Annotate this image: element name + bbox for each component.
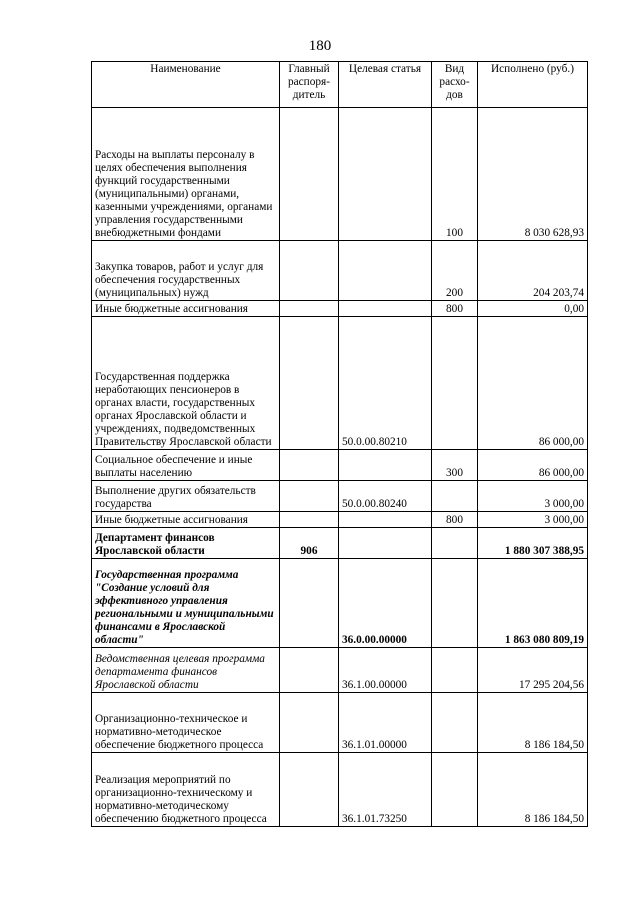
row-admin xyxy=(280,481,339,512)
row-article: 36.1.00.00000 xyxy=(339,648,432,693)
row-name: Выполнение других обязательств государства xyxy=(92,481,280,512)
row-type: 800 xyxy=(432,512,478,528)
row-article: 36.0.00.00000 xyxy=(339,559,432,648)
header-executed: Исполнено (руб.) xyxy=(478,62,588,108)
row-amount: 0,00 xyxy=(478,301,588,317)
table-row xyxy=(92,241,588,301)
row-name: Расходы на выплаты персоналу в целях обеспечения выполнения функций государственными (муниципальными) органами, казенными учреждениями, органами управления государственными внебюджетными фондами xyxy=(92,108,280,241)
row-name: Социальное обеспечение и иные выплаты населению xyxy=(92,450,280,481)
row-admin xyxy=(280,450,339,481)
table-header-row xyxy=(92,62,588,108)
row-type: 300 xyxy=(432,450,478,481)
row-admin xyxy=(280,559,339,648)
row-name: Государственная поддержка неработающих пенсионеров в органах власти, государственных органах Ярославской области и учреждениях, подведомственных Правительству Ярославской области xyxy=(92,317,280,450)
row-amount: 3 000,00 xyxy=(478,481,588,512)
row-name: Реализация мероприятий по организационно-техническому и нормативно-методическому обеспечению бюджетного процесса xyxy=(92,753,280,827)
row-article xyxy=(339,301,432,317)
row-admin xyxy=(280,753,339,827)
budget-execution-table xyxy=(91,61,588,827)
row-amount: 204 203,74 xyxy=(478,241,588,301)
row-admin xyxy=(280,241,339,301)
row-amount: 8 186 184,50 xyxy=(478,753,588,827)
header-name: Наименование xyxy=(92,62,280,108)
row-type xyxy=(432,693,478,753)
row-amount: 1 863 080 809,19 xyxy=(478,559,588,648)
table-row xyxy=(92,481,588,512)
row-article xyxy=(339,512,432,528)
row-type xyxy=(432,753,478,827)
row-name: Ведомственная целевая программа департамента финансов Ярославской области xyxy=(92,648,280,693)
row-type: 200 xyxy=(432,241,478,301)
row-amount: 8 030 628,93 xyxy=(478,108,588,241)
page-number: 180 xyxy=(308,38,332,54)
table-row xyxy=(92,108,588,241)
row-admin xyxy=(280,512,339,528)
row-article xyxy=(339,450,432,481)
row-article: 50.0.00.80210 xyxy=(339,317,432,450)
row-amount: 17 295 204,56 xyxy=(478,648,588,693)
table-row xyxy=(92,528,588,559)
row-admin: 906 xyxy=(280,528,339,559)
row-admin xyxy=(280,317,339,450)
row-type xyxy=(432,559,478,648)
row-type xyxy=(432,481,478,512)
row-article: 50.0.00.80240 xyxy=(339,481,432,512)
row-article xyxy=(339,241,432,301)
table-row xyxy=(92,693,588,753)
table-row xyxy=(92,753,588,827)
table-row xyxy=(92,450,588,481)
row-admin xyxy=(280,108,339,241)
table-row xyxy=(92,648,588,693)
row-name: Иные бюджетные ассигнования xyxy=(92,301,280,317)
row-article xyxy=(339,528,432,559)
row-name: Иные бюджетные ассигнования xyxy=(92,512,280,528)
header-main-admin: Главный распоря-дитель xyxy=(280,62,339,108)
row-amount: 86 000,00 xyxy=(478,450,588,481)
row-amount: 8 186 184,50 xyxy=(478,693,588,753)
header-target-article: Целевая статья xyxy=(339,62,432,108)
row-article xyxy=(339,108,432,241)
row-amount: 3 000,00 xyxy=(478,512,588,528)
row-article: 36.1.01.73250 xyxy=(339,753,432,827)
row-type: 800 xyxy=(432,301,478,317)
row-admin xyxy=(280,648,339,693)
row-name: Департамент финансов Ярославской области xyxy=(92,528,280,559)
row-amount: 86 000,00 xyxy=(478,317,588,450)
row-type xyxy=(432,528,478,559)
row-type xyxy=(432,648,478,693)
row-name: Организационно-техническое и нормативно-методическое обеспечение бюджетного процесса xyxy=(92,693,280,753)
row-admin xyxy=(280,301,339,317)
table-row xyxy=(92,512,588,528)
row-article: 36.1.01.00000 xyxy=(339,693,432,753)
row-admin xyxy=(280,693,339,753)
table-row xyxy=(92,301,588,317)
row-amount: 1 880 307 388,95 xyxy=(478,528,588,559)
row-type xyxy=(432,317,478,450)
table-row xyxy=(92,317,588,450)
row-name: Закупка товаров, работ и услуг для обеспечения государственных (муниципальных) нужд xyxy=(92,241,280,301)
table-row xyxy=(92,559,588,648)
row-name: Государственная программа "Создание условий для эффективного управления региональными и муниципальными финансами в Ярославской области" xyxy=(92,559,280,648)
header-expense-type: Вид расхо-дов xyxy=(432,62,478,108)
row-type: 100 xyxy=(432,108,478,241)
